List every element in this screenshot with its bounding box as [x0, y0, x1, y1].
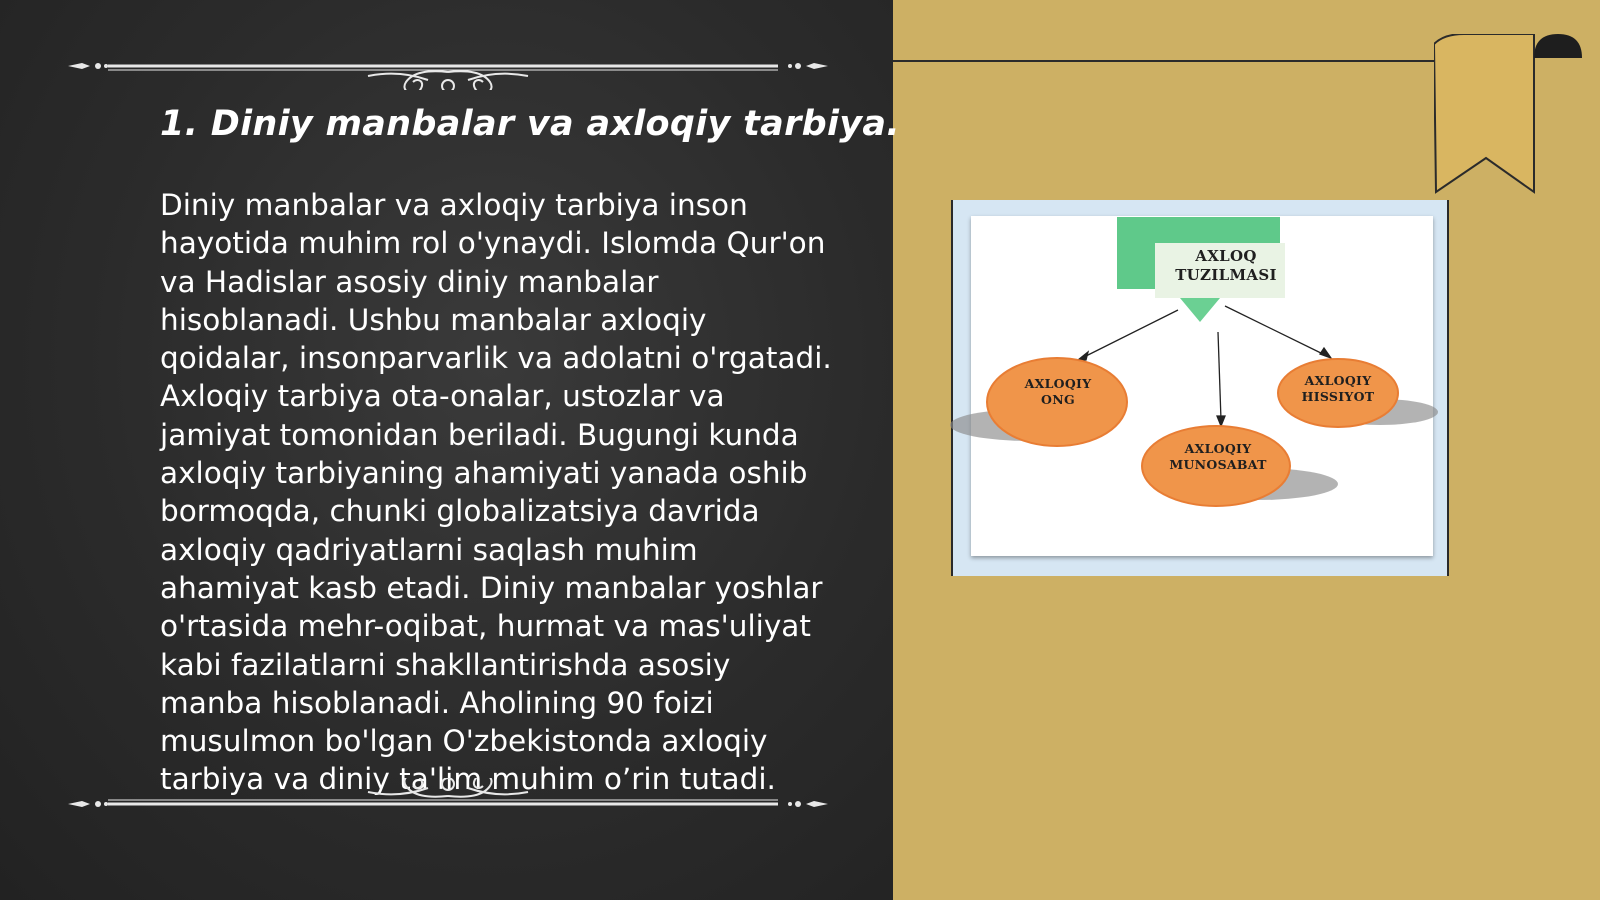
slide-title: 1. Diniy manbalar va axloqiy tarbiya. [160, 104, 900, 144]
root-pointer-icon [1180, 298, 1220, 322]
diagram-node-ong-label: AXLOQIY ONG [1024, 376, 1092, 407]
slide-body-text: Diniy manbalar va axloqiy tarbiya inson hayotida muhim rol o'ynaydi. Islomda Qur'on va Hadislar asosiy diniy manbalar hisoblanadi. Ushbu manbalar axloqiy qoidalar, insonparvarlik va adolatni o'rgatadi. Axloqiy tarbiya ota-onalar, ustozlar va jamiyat tomonidan beriladi. Bugungi kunda axloqiy tarbiyaning ahamiyati yanada oshib bormoqda, chunki globalizatsiya davrida axloqiy qadriyatlarni saqlash muhim ahamiyat kasb etadi. Diniy manbalar yoshlar o'rtasida mehr-oqibat, hurmat va mas'uliyat kabi fazilatlarni shakllantirishda asosiy manba hisoblanadi. Aholining 90 foizi musulmon bo'lgan O'zbekistonda axloqiy tarbiya va diniy ta'lim muhim o’rin tutadi. [160, 188, 832, 797]
diagram-root-label: AXLOQ TUZILMASI [1175, 247, 1277, 284]
diagram-node-hissiyot-label: AXLOQIY HISSIYOT [1301, 373, 1375, 404]
diagram-node-munosabat-label: AXLOQIY MUNOSABAT [1169, 441, 1267, 472]
